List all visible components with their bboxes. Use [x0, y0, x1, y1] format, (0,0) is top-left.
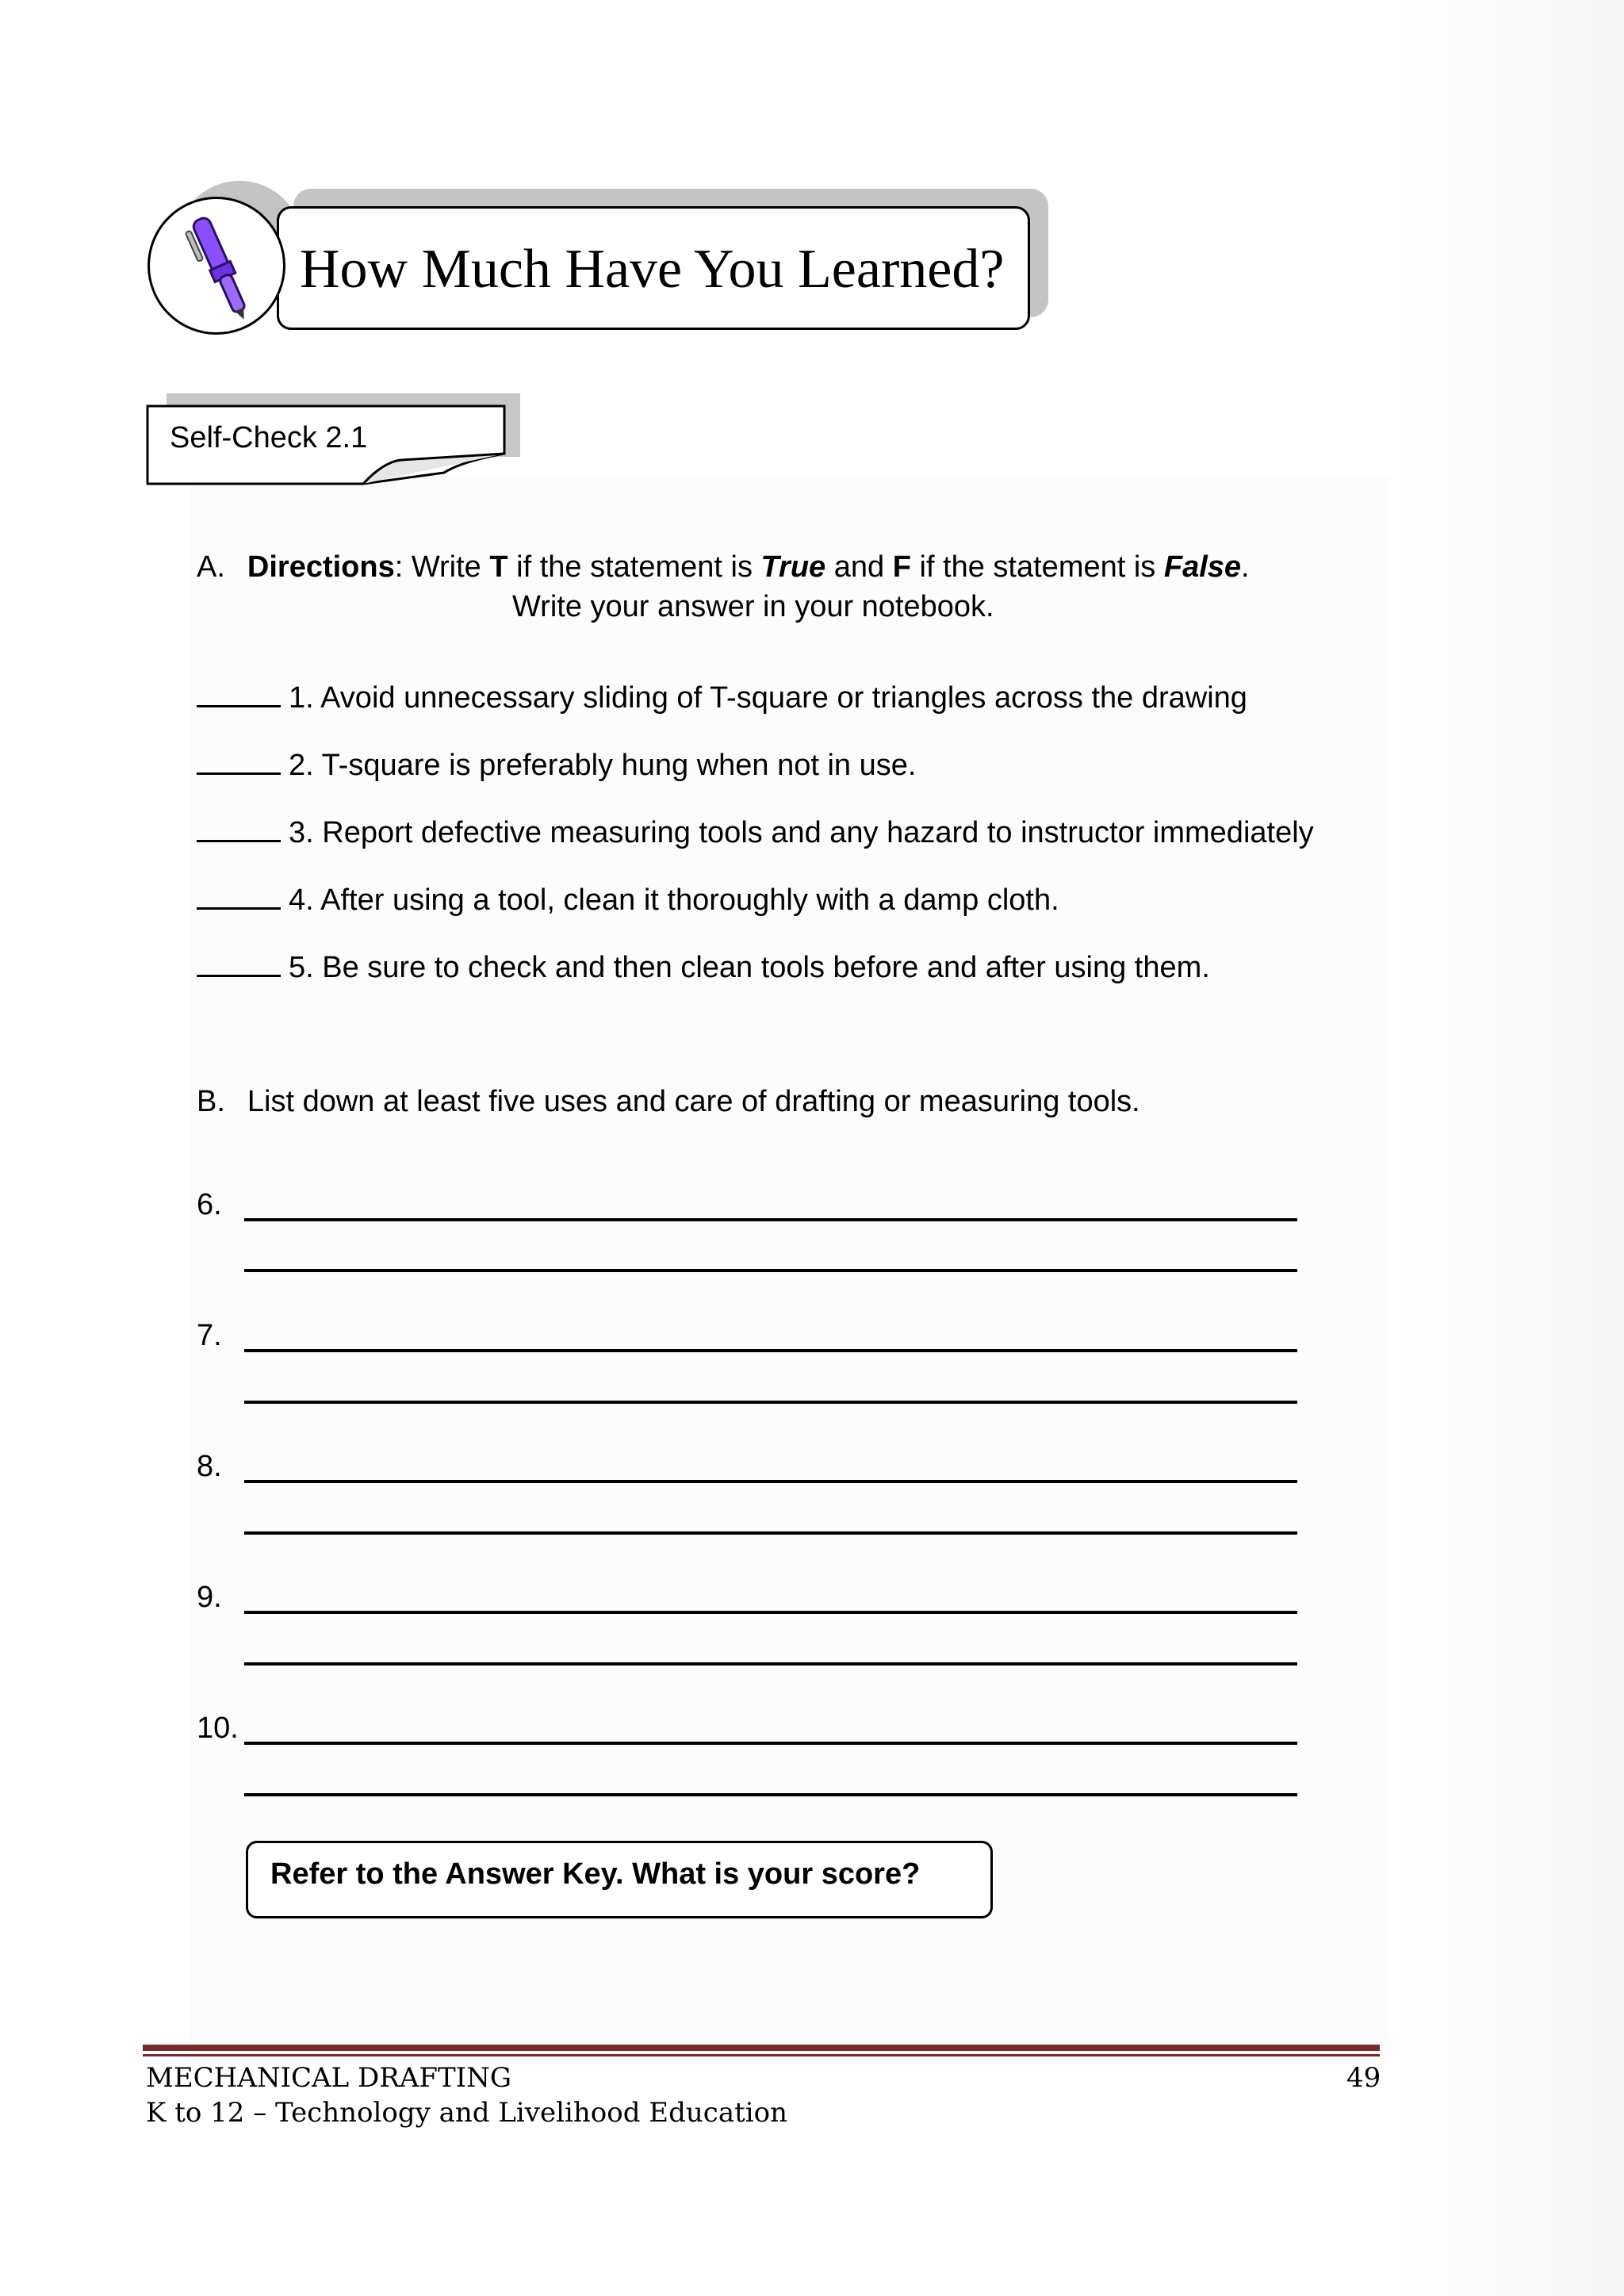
item-number: 8. — [197, 1450, 222, 1483]
item-number: 6. — [197, 1188, 222, 1221]
directions-line-2: Write your answer in your notebook. — [512, 590, 994, 623]
self-check-label: Self-Check 2.1 — [170, 421, 368, 454]
section-b-instruction: B. List down at least five uses and care of drafting or measuring tools. — [197, 1085, 1140, 1118]
answer-blank[interactable] — [197, 747, 281, 775]
write-line[interactable] — [244, 1742, 1297, 1745]
footer-course: K to 12 – Technology and Livelihood Education — [146, 2097, 787, 2129]
item-number: 10. — [197, 1711, 239, 1745]
page-number: 49 — [1346, 2062, 1381, 2094]
answer-blank[interactable] — [197, 882, 281, 910]
tf-item: 5. Be sure to check and then clean tools before and after using them. — [197, 949, 1210, 986]
write-line[interactable] — [244, 1269, 1297, 1272]
section-b-marker: B. — [197, 1085, 225, 1118]
section-a-marker: A. — [197, 550, 225, 584]
footer-rule-thin — [143, 2054, 1380, 2056]
footer-rule — [143, 2045, 1380, 2051]
write-line[interactable] — [244, 1218, 1297, 1221]
section-title: How Much Have You Learned? — [300, 239, 1005, 300]
tf-item: 1. Avoid unnecessary sliding of T-square or triangles across the drawing — [197, 680, 1247, 716]
pen-icon — [150, 199, 283, 332]
write-line[interactable] — [244, 1480, 1297, 1483]
item-number: 7. — [197, 1319, 222, 1352]
write-line[interactable] — [244, 1531, 1297, 1535]
directions-line: A. Directions: Write T if the statement is True and F if the statement is False. — [197, 550, 1250, 584]
write-line[interactable] — [244, 1349, 1297, 1352]
write-line[interactable] — [244, 1611, 1297, 1614]
tf-item: 3. Report defective measuring tools and any hazard to instructor immediately — [197, 815, 1314, 851]
answer-blank[interactable] — [197, 949, 281, 977]
answer-key-text: Refer to the Answer Key. What is your score? — [270, 1857, 921, 1891]
banner-icon-circle — [147, 197, 285, 335]
write-line[interactable] — [244, 1662, 1297, 1665]
item-number: 9. — [197, 1581, 222, 1614]
tf-item: 4. After using a tool, clean it thoroughly with a damp cloth. — [197, 882, 1059, 918]
footer-subject: MECHANICAL DRAFTING — [146, 2062, 512, 2094]
answer-blank[interactable] — [197, 680, 281, 707]
page-edge-shading — [1388, 0, 1624, 2296]
answer-blank[interactable] — [197, 815, 281, 842]
write-line[interactable] — [244, 1401, 1297, 1404]
directions-label: Directions — [247, 550, 395, 584]
tf-item: 2. T-square is preferably hung when not in use. — [197, 747, 916, 784]
write-line[interactable] — [244, 1793, 1297, 1796]
